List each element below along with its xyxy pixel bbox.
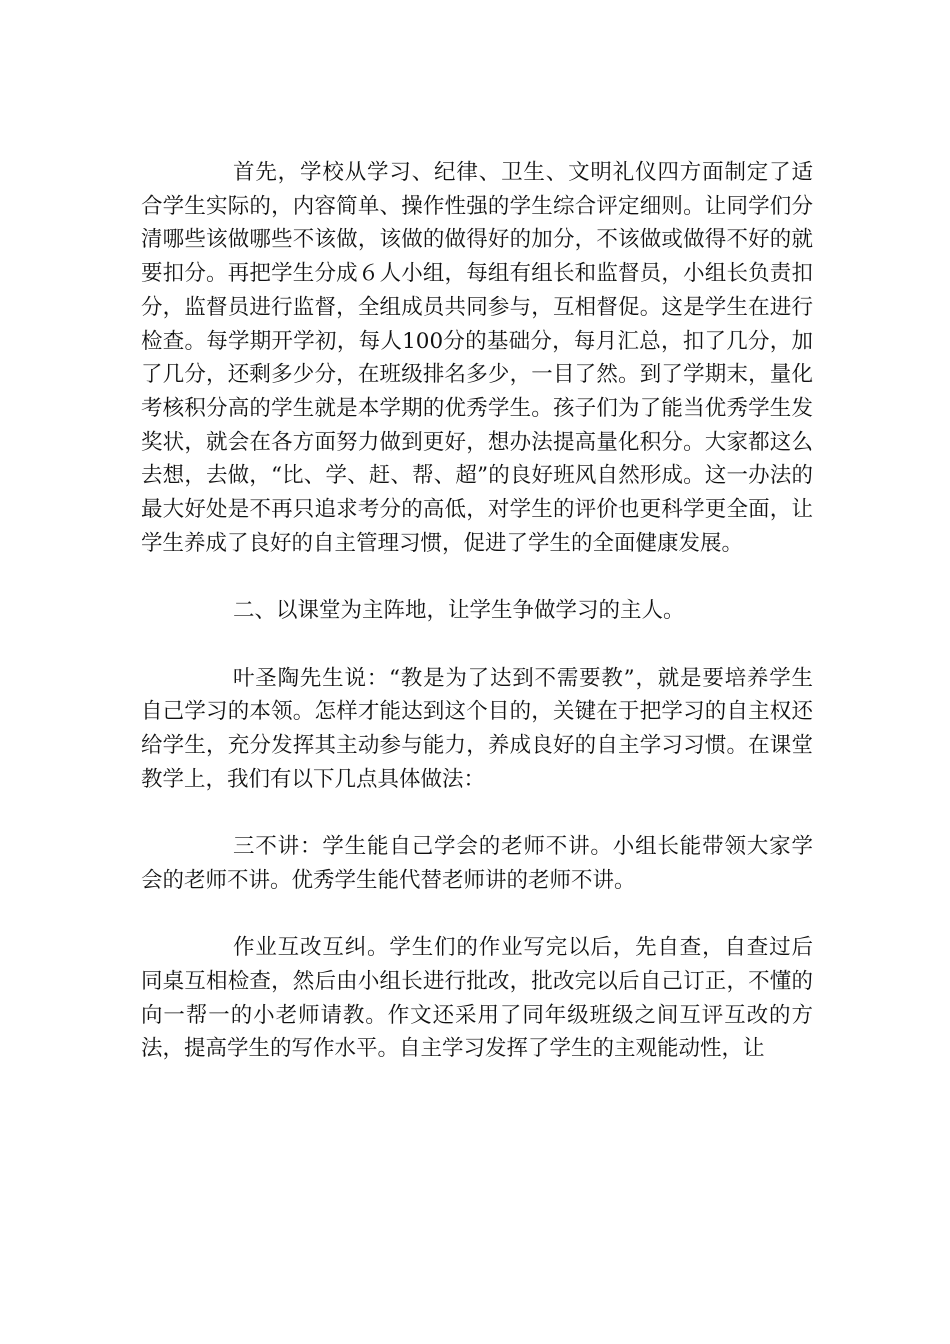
paragraph-ye-shengtao-quote: 叶圣陶先生说：“教是为了达到不需要教”，就是要培养学生自己学习的本领。怎样才能达到这个目的，关键在于把学习的自主权还给学生，充分发挥其主动参与能力，养成良好的自主学习习惯。在课堂教学上，我们有以下几点具体做法： bbox=[141, 665, 813, 792]
section-heading-classroom: 二、以课堂为主阵地，让学生争做学习的主人。 bbox=[233, 598, 685, 624]
paragraph-three-no-teach: 三不讲：学生能自己学会的老师不讲。小组长能带领大家学会的老师不讲。优秀学生能代替老师讲的老师不讲。 bbox=[141, 834, 813, 893]
paragraph-homework-peer-correction: 作业互改互纠。学生们的作业写完以后，先自查，自查过后同桌互相检查，然后由小组长进行批改，批改完以后自己订正，不懂的向一帮一的小老师请教。作文还采用了同年级班级之间互评互改的方法，提高学生的写作水平。自主学习发挥了学生的主观能动性，让 bbox=[141, 935, 813, 1062]
document-body bbox=[141, 156, 813, 1100]
paragraph-evaluation-rules: 首先，学校从学习、纪律、卫生、文明礼仪四方面制定了适合学生实际的，内容简单、操作性强的学生综合评定细则。让同学们分清哪些该做哪些不该做，该做的做得好的加分，不该做或做得不好的就要扣分。再把学生分成６人小组，每组有组长和监督员，小组长负责扣分，监督员进行监督，全组成员共同参与，互相督促。这是学生在进行检查。每学期开学初，每人100分的基础分，每月汇总，扣了几分，加了几分，还剩多少分，在班级排名多少，一目了然。到了学期末，量化考核积分高的学生就是本学期的优秀学生。孩子们为了能当优秀学生发奖状，就会在各方面努力做到更好，想办法提高量化积分。大家都这么去想，去做，“比、学、赶、帮、超”的良好班风自然形成。这一办法的最大好处是不再只追求考分的高低，对学生的评价也更科学更全面，让学生养成了良好的自主管理习惯，促进了学生的全面健康发展。 bbox=[141, 160, 813, 556]
